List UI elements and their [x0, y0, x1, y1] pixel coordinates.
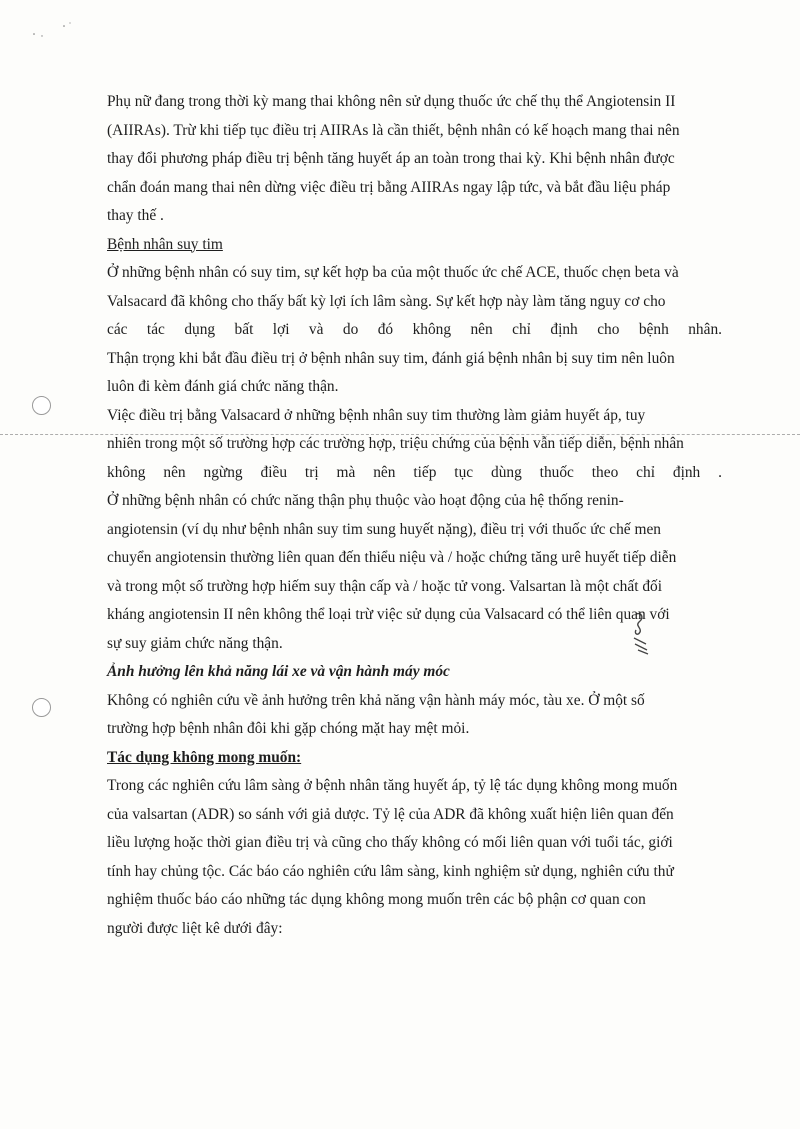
- text-line: angiotensin (ví dụ như bệnh nhân suy tim sung huyết nặng), điều trị với thuốc ức chế men: [107, 520, 661, 538]
- section-heading: Bệnh nhân suy tim: [107, 235, 223, 253]
- punch-hole: [32, 396, 51, 415]
- text-line: liều lượng hoặc thời gian điều trị và cũng cho thấy không có mối liên quan với tuổi tác, giới: [107, 834, 673, 851]
- paragraph: [107, 687, 722, 744]
- paragraph: [107, 259, 722, 402]
- paragraph: [107, 772, 722, 943]
- paragraph: [107, 88, 722, 231]
- scan-specks: [30, 20, 80, 40]
- text-line: Ở những bệnh nhân có suy tim, sự kết hợp ba của một thuốc ức chế ACE, thuốc chẹn beta và: [107, 264, 679, 281]
- text-line: nghiệm thuốc báo cáo những tác dụng không mong muốn trên các bộ phận cơ quan con: [107, 891, 646, 908]
- text-line: của valsartan (ADR) so sánh với giả dược. Tỷ lệ của ADR đã không xuất hiện liên quan đến: [107, 805, 674, 823]
- text-line: thay đổi phương pháp điều trị bệnh tăng huyết áp an toàn trong thai kỳ. Khi bệnh nhân được: [107, 150, 675, 167]
- text-line: nhiên trong một số trường hợp các trường hợp, triệu chứng của bệnh vẫn tiếp diễn, bệnh nhân: [107, 435, 684, 452]
- punch-hole: [32, 698, 51, 717]
- text-line: Phụ nữ đang trong thời kỳ mang thai không nên sử dụng thuốc ức chế thụ thể Angiotensin II: [107, 93, 676, 110]
- text-line: người được liệt kê dưới đây:: [107, 919, 283, 937]
- text-line: Trong các nghiên cứu lâm sàng ở bệnh nhân tăng huyết áp, tỷ lệ tác dụng không mong muốn: [107, 777, 678, 794]
- text-line: Việc điều trị bằng Valsacard ở những bệnh nhân suy tim thường làm giảm huyết áp, tuy: [107, 406, 646, 424]
- text-line: tính hay chủng tộc. Các báo cáo nghiên cứu lâm sàng, kinh nghiệm sử dụng, nghiên cứu thử: [107, 862, 674, 880]
- section-heading: Ảnh hưởng lên khả năng lái xe và vận hành máy móc: [107, 663, 450, 680]
- text-line: kháng angiotensin II nên không thể loại trừ việc sử dụng của Valsacard có thể liên quan với: [107, 606, 670, 623]
- text-line: chẩn đoán mang thai nên dừng việc điều trị bằng AIIRAs ngay lập tức, và bắt đầu liệu pháp: [107, 178, 671, 196]
- document-body: [107, 88, 722, 943]
- text-line: và trong một số trường hợp hiếm suy thận cấp và / hoặc tử vong. Valsartan là một chất đối: [107, 577, 662, 595]
- section-heading: Tác dụng không mong muốn:: [107, 748, 302, 766]
- text-line: không nên ngừng điều trị mà nên tiếp tục dùng thuốc theo chỉ định .: [107, 463, 722, 481]
- text-line: Valsacard đã không cho thấy bất kỳ lợi ích lâm sàng. Sự kết hợp này làm tăng nguy cơ cho: [107, 292, 666, 310]
- text-line: chuyển angiotensin thường liên quan đến thiểu niệu và / hoặc chứng tăng urê huyết tiếp diễn: [107, 549, 677, 566]
- text-line: Ở những bệnh nhân có chức năng thận phụ thuộc vào hoạt động của hệ thống renin-: [107, 492, 624, 509]
- text-line: sự suy giảm chức năng thận.: [107, 634, 283, 652]
- text-line: luôn đi kèm đánh giá chức năng thận.: [107, 378, 339, 395]
- text-line: Thận trọng khi bắt đầu điều trị ở bệnh nhân suy tim, đánh giá bệnh nhân bị suy tim nên luôn: [107, 349, 675, 367]
- paragraph: [107, 402, 722, 659]
- text-line: trường hợp bệnh nhân đôi khi gặp chóng mặt hay mệt mỏi.: [107, 720, 470, 737]
- text-line: Không có nghiên cứu về ảnh hưởng trên khả năng vận hành máy móc, tàu xe. Ở một số: [107, 691, 645, 709]
- text-line: thay thế .: [107, 207, 164, 224]
- text-line: các tác dụng bất lợi và do đó không nên chỉ định cho bệnh nhân.: [107, 321, 722, 338]
- text-line: (AIIRAs). Trừ khi tiếp tục điều trị AIIRAs là cần thiết, bệnh nhân có kế hoạch mang thai nên: [107, 121, 680, 139]
